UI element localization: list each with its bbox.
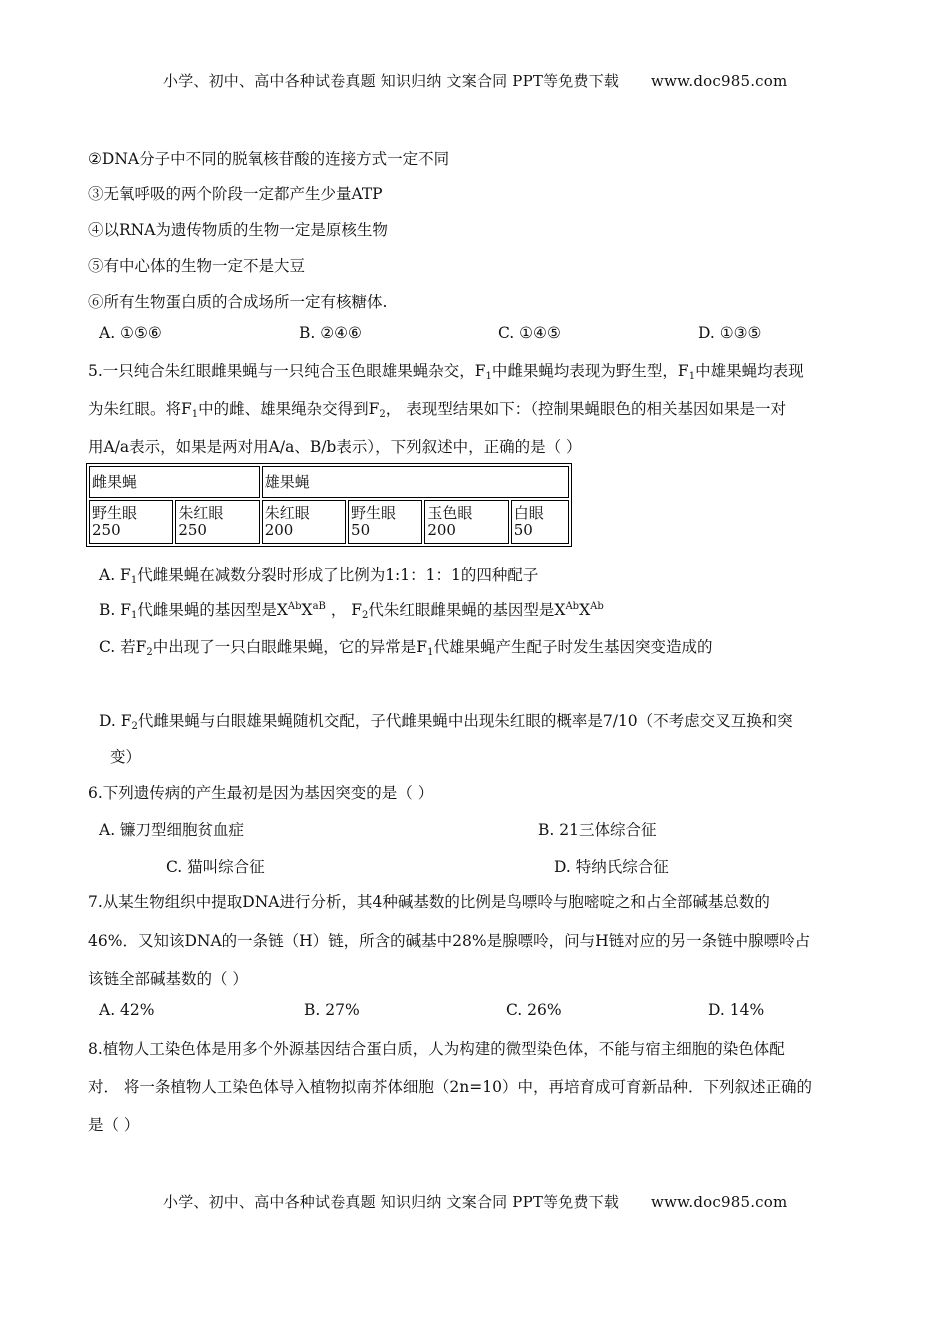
q4-option-c: C. ①④⑤: [498, 324, 561, 342]
q7-option-d: D. 14%: [708, 1001, 765, 1019]
q4-option-a: A. ①⑤⑥: [99, 324, 162, 342]
page-header: [163, 70, 787, 91]
q6-option-d: D. 特纳氏综合征: [554, 858, 669, 876]
q7-option-a: A. 42%: [99, 1001, 155, 1019]
table-row: [89, 500, 569, 544]
q8-stem-line3: 是（ ）: [88, 1116, 140, 1134]
q7-stem-line2: 46%．又知该DNA的一条链（H）链，所含的碱基中28%是腺嘌呤，问与H链对应的另一条链中腺嘌呤占: [88, 932, 811, 950]
q7-stem-line3: 该链全部碱基数的（ ）: [88, 970, 248, 988]
female-header: 雌果蝇: [89, 466, 260, 498]
male-header: 雄果蝇: [262, 466, 569, 498]
q5-option-d-cont: 变）: [110, 748, 142, 766]
cell-female-vermilion: 朱红眼 250: [175, 500, 259, 544]
statement-6: ⑥所有生物蛋白质的合成场所一定有核糖体.: [88, 293, 388, 311]
statement-3: ③无氧呼吸的两个阶段一定都产生少量ATP: [88, 185, 383, 203]
statement-5: ⑤有中心体的生物一定不是大豆: [88, 257, 306, 275]
statement-4: ④以RNA为遗传物质的生物一定是原核生物: [88, 221, 388, 239]
q7-option-c: C. 26%: [506, 1001, 562, 1019]
q5-option-d: D. $F_2$代雌果蝇与白眼雄果蝇随机交配，子代雌果蝇中出现朱红眼的概率是7/10（不考虑交叉互换和突: [99, 712, 793, 732]
results-table: [86, 463, 572, 547]
q6-option-a: A. 镰刀型细胞贫血症: [99, 821, 245, 839]
q5-option-c: C. 若$F_2$中出现了一只白眼雌果蝇，它的异常是$F_1$代雄果蝇产生配子时发生基因突变造成的: [99, 638, 713, 658]
cell-male-white: 白眼 50: [511, 500, 569, 544]
cell-male-vermilion: 朱红眼 200: [262, 500, 346, 544]
page-footer: [163, 1191, 787, 1212]
q6-option-b: B. 21三体综合征: [538, 821, 657, 839]
table-header-row: [89, 466, 569, 498]
cell-female-wild: 野生眼 250: [89, 500, 173, 544]
q6-stem: 6.下列遗传病的产生最初是因为基因突变的是（ ）: [88, 784, 434, 802]
q4-option-d: D. ①③⑤: [698, 324, 762, 342]
q8-stem-line1: 8.植物人工染色体是用多个外源基因结合蛋白质，人为构建的微型染色体，不能与宿主细胞的染色体配: [88, 1040, 785, 1058]
cell-male-wild: 野生眼 50: [348, 500, 422, 544]
statement-2: ②DNA分子中不同的脱氧核苷酸的连接方式一定不同: [88, 150, 450, 168]
q6-option-c: C. 猫叫综合征: [166, 858, 265, 876]
q5-option-a: A. $F_1$代雌果蝇在减数分裂时形成了比例为1:1：1：1的四种配子: [99, 566, 539, 586]
header-text: 小学、初中、高中各种试卷真题 知识归纳 文案合同 PPT等免费下载: [163, 72, 620, 90]
q5-stem-line1: 5.一只纯合朱红眼雌果蝇与一只纯合玉色眼雄果蝇杂交，$F_1$中雌果蝇均表现为野生型，$F_1$中雄果蝇均表现: [88, 362, 804, 382]
footer-text: 小学、初中、高中各种试卷真题 知识归纳 文案合同 PPT等免费下载: [163, 1193, 620, 1211]
q5-stem-line3: 用A/a表示，如果是两对用A/a、B/b表示），下列叙述中，正确的是（ ）: [88, 438, 582, 456]
cell-male-jade: 玉色眼 200: [424, 500, 508, 544]
q5-stem-line2: 为朱红眼。将$F_1$中的雌、雄果绳杂交得到$F_2$， 表现型结果如下：（控制果蝇眼色的相关基因如果是一对: [88, 400, 786, 420]
q5-option-b: B. $F_1$代雌果蝇的基因型是$X^{Ab}X^{aB}$ ， $F_2$代朱红眼雌果蝇的基因型是$X^{Ab}X^{Ab}$: [99, 601, 604, 621]
q7-option-b: B. 27%: [304, 1001, 360, 1019]
footer-url: www.doc985.com: [651, 1193, 788, 1211]
q7-stem-line1: 7.从某生物组织中提取DNA进行分析，其4种碱基数的比例是鸟嘌呤与胞嘧啶之和占全部碱基总数的: [88, 893, 770, 911]
q4-option-b: B. ②④⑥: [299, 324, 362, 342]
q8-stem-line2: 对． 将一条植物人工染色体导入植物拟南芥体细胞（2n=10）中，再培育成可育新品种．下列叙述正确的: [88, 1078, 812, 1096]
header-url: www.doc985.com: [651, 72, 788, 90]
